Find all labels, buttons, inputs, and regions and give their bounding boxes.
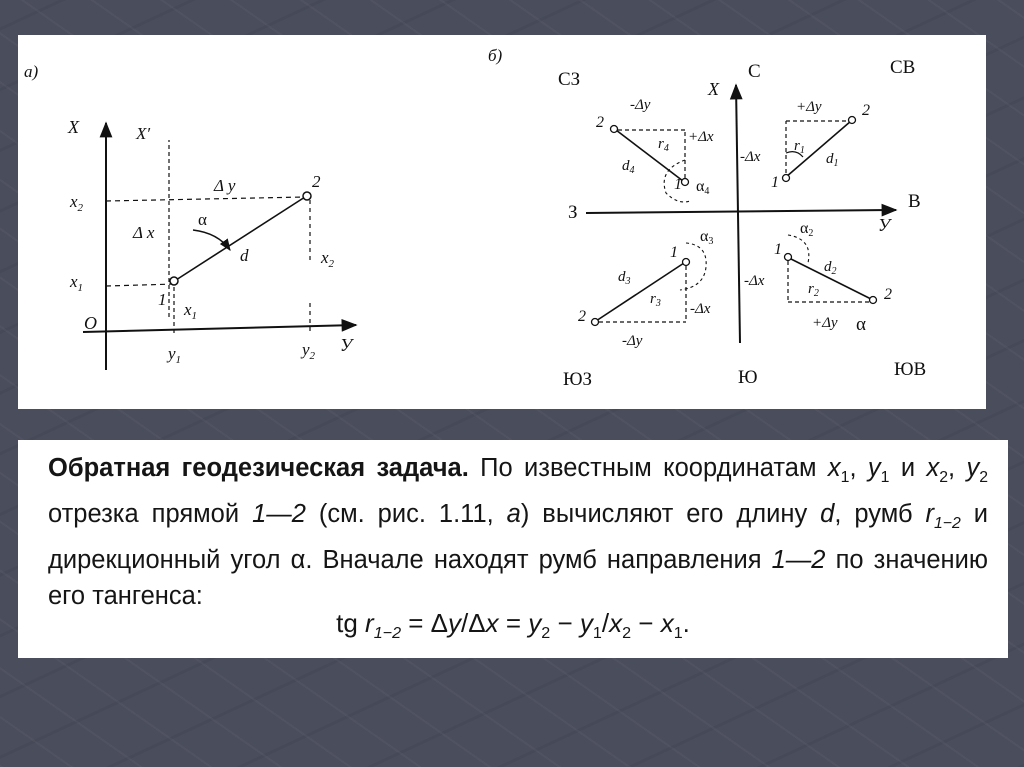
q1-r: $r_1$ bbox=[794, 138, 805, 156]
q2-point-2 bbox=[870, 297, 877, 304]
f-x1: x bbox=[660, 608, 674, 638]
text-run: по значению его тангенса: bbox=[48, 546, 988, 611]
panel-a-label: а) bbox=[24, 62, 39, 81]
segment-ref-2: 1—2 bbox=[771, 546, 826, 575]
paragraph bbox=[48, 450, 988, 614]
panel-b-west: З bbox=[568, 202, 578, 223]
panel-a-x1-tick: $x_1$ bbox=[70, 272, 84, 294]
panel-a-point-1 bbox=[170, 277, 178, 285]
figure-ref: а bbox=[506, 500, 521, 529]
text-run: отрезка прямой bbox=[48, 500, 253, 529]
panel-a-delta-y: Δ у bbox=[214, 176, 236, 195]
q4-r: $r_4$ bbox=[658, 136, 669, 154]
f-x2: x bbox=[609, 608, 623, 638]
q2-alpha-extra: α bbox=[856, 314, 866, 335]
var-y2-sub: 2 bbox=[979, 469, 989, 487]
q2-r: $r_2$ bbox=[808, 281, 819, 299]
panel-a-point-2-label: 2 bbox=[312, 172, 321, 191]
panel-a-x2-seg-label: $x_2$ bbox=[321, 248, 335, 270]
f-r: r bbox=[365, 608, 374, 638]
f-y1-sub: 1 bbox=[592, 624, 602, 643]
text-run: , bbox=[849, 454, 868, 482]
panel-a-x1-proj bbox=[106, 284, 176, 286]
q3-segment bbox=[596, 263, 684, 321]
q3-d: $d_3$ bbox=[618, 269, 631, 287]
tangent-formula bbox=[18, 608, 1008, 643]
var-d: d bbox=[820, 500, 835, 529]
f-y1: у bbox=[579, 608, 593, 638]
panel-a-origin-label: О bbox=[84, 313, 97, 333]
q3-point-1 bbox=[683, 259, 690, 266]
var-r: r bbox=[925, 500, 935, 529]
f-div: / bbox=[601, 608, 610, 638]
panel-a-axis-x-label: X bbox=[68, 117, 79, 137]
var-x2-sub: 2 bbox=[939, 469, 948, 487]
q2-dx: -Δx bbox=[744, 273, 765, 289]
paragraph-title: Обратная геодезическая задача. bbox=[48, 454, 469, 482]
q1-p2: 2 bbox=[862, 102, 870, 119]
f-tg: tg bbox=[336, 608, 366, 638]
q3-alpha: α3 bbox=[700, 228, 714, 247]
panel-a-axis-y-label: У bbox=[340, 335, 353, 355]
text-run: и bbox=[889, 454, 927, 482]
q2-dy: +Δу bbox=[812, 315, 838, 331]
q2-p1: 1 bbox=[774, 241, 782, 258]
panel-a-alpha: α bbox=[198, 210, 207, 229]
panel-b-label: б) bbox=[488, 46, 503, 65]
q1-p1: 1 bbox=[771, 174, 779, 191]
q2-d: $d_2$ bbox=[824, 259, 837, 277]
q4-p1: 1 bbox=[674, 176, 682, 193]
text-run: , румб bbox=[834, 500, 926, 529]
panel-a-segment-d bbox=[176, 197, 305, 280]
q3-dy: -Δу bbox=[622, 333, 643, 349]
q4-d: $d_4$ bbox=[622, 158, 635, 176]
var-r-sub: 1−2 bbox=[934, 515, 961, 533]
text-run: и дирекционный угол α. Вначале находят румб направления bbox=[48, 500, 988, 575]
q3-alpha-arc bbox=[680, 243, 706, 290]
panel-b-south: Ю bbox=[738, 367, 758, 388]
text-run: По известным координатам bbox=[468, 454, 828, 482]
q3-p1: 1 bbox=[670, 244, 678, 261]
panel-a-axis-x-prime-label: X′ bbox=[136, 124, 151, 143]
panel-a-alpha-arc bbox=[193, 230, 230, 250]
panel-a-y2-tick: $у_2$ bbox=[302, 340, 316, 362]
q1-d: $d_1$ bbox=[826, 151, 839, 169]
q1-dx: -Δx bbox=[740, 149, 761, 165]
f-r-sub: 1−2 bbox=[373, 624, 402, 643]
panel-b-southeast: ЮВ bbox=[894, 359, 927, 380]
var-x1: x bbox=[827, 454, 841, 482]
q4-point-1 bbox=[682, 179, 689, 186]
f-minus1: − bbox=[550, 608, 580, 638]
var-y1-sub: 1 bbox=[880, 469, 890, 487]
text-run: (см. рис. 1.11, bbox=[305, 500, 507, 529]
q4-dy: -Δу bbox=[630, 97, 651, 113]
panel-a-point-1-label: 1 bbox=[158, 290, 167, 309]
f-x: x bbox=[485, 608, 499, 638]
text-run: , bbox=[948, 454, 967, 482]
panel-a-delta-x: Δ x bbox=[133, 223, 155, 242]
panel-a-x1-seg-label: $x_1$ bbox=[184, 300, 198, 322]
panel-b-axis-x-label: X bbox=[708, 79, 719, 99]
panel-b-southwest: ЮЗ bbox=[563, 369, 593, 390]
panel-a-x2-proj bbox=[106, 197, 305, 201]
f-end: . bbox=[682, 608, 690, 638]
q3-p2: 2 bbox=[578, 308, 586, 325]
q4-alpha: α4 bbox=[696, 178, 710, 197]
f-slash: /Δ bbox=[461, 608, 486, 638]
q4-dx: +Δx bbox=[688, 129, 714, 145]
panel-b-east: В bbox=[908, 191, 921, 212]
f-y: у bbox=[448, 608, 462, 638]
panel-a-d: d bbox=[240, 246, 249, 265]
var-y1: у bbox=[867, 454, 881, 482]
f-y2-sub: 2 bbox=[541, 624, 551, 643]
f-eq1: = Δ bbox=[401, 608, 449, 638]
segment-ref: 1—2 bbox=[252, 500, 306, 529]
panel-a-x2-tick: $x_2$ bbox=[70, 192, 84, 214]
panel-b-northeast: СВ bbox=[890, 57, 916, 78]
geodesy-figure bbox=[18, 35, 986, 409]
panel-a-point-2 bbox=[303, 192, 311, 200]
panel-b-y-axis bbox=[586, 210, 896, 213]
panel-a-y1-tick: $у_1$ bbox=[168, 344, 182, 366]
q3-dx: -Δx bbox=[690, 301, 711, 317]
q4-point-2 bbox=[611, 126, 618, 133]
q4-p2: 2 bbox=[596, 114, 604, 131]
var-x1-sub: 1 bbox=[840, 469, 850, 487]
figure-panel bbox=[18, 35, 986, 409]
f-x2-sub: 2 bbox=[622, 624, 632, 643]
q1-point-2 bbox=[849, 117, 856, 124]
panel-a-y-axis bbox=[83, 325, 356, 332]
panel-b-northwest: СЗ bbox=[558, 69, 581, 90]
var-x2: x bbox=[926, 454, 940, 482]
q1-dy: +Δу bbox=[796, 99, 822, 115]
f-y2: у bbox=[528, 608, 542, 638]
q2-p2: 2 bbox=[884, 286, 892, 303]
q1-point-1 bbox=[783, 175, 790, 182]
panel-b-axis-y-label: У bbox=[878, 215, 891, 235]
f-eq2: = bbox=[498, 608, 529, 638]
f-x1-sub: 1 bbox=[673, 624, 683, 643]
q3-point-2 bbox=[592, 319, 599, 326]
f-minus2: − bbox=[631, 608, 661, 638]
panel-b-x-axis bbox=[736, 85, 740, 343]
q2-alpha: α2 bbox=[800, 220, 814, 239]
var-y2: у bbox=[966, 454, 980, 482]
text-panel bbox=[18, 440, 1008, 658]
panel-b-north: С bbox=[748, 61, 761, 82]
text-run: ) вычисляют его длину bbox=[520, 500, 821, 529]
q3-r: $r_3$ bbox=[650, 291, 661, 309]
q2-point-1 bbox=[785, 254, 792, 261]
